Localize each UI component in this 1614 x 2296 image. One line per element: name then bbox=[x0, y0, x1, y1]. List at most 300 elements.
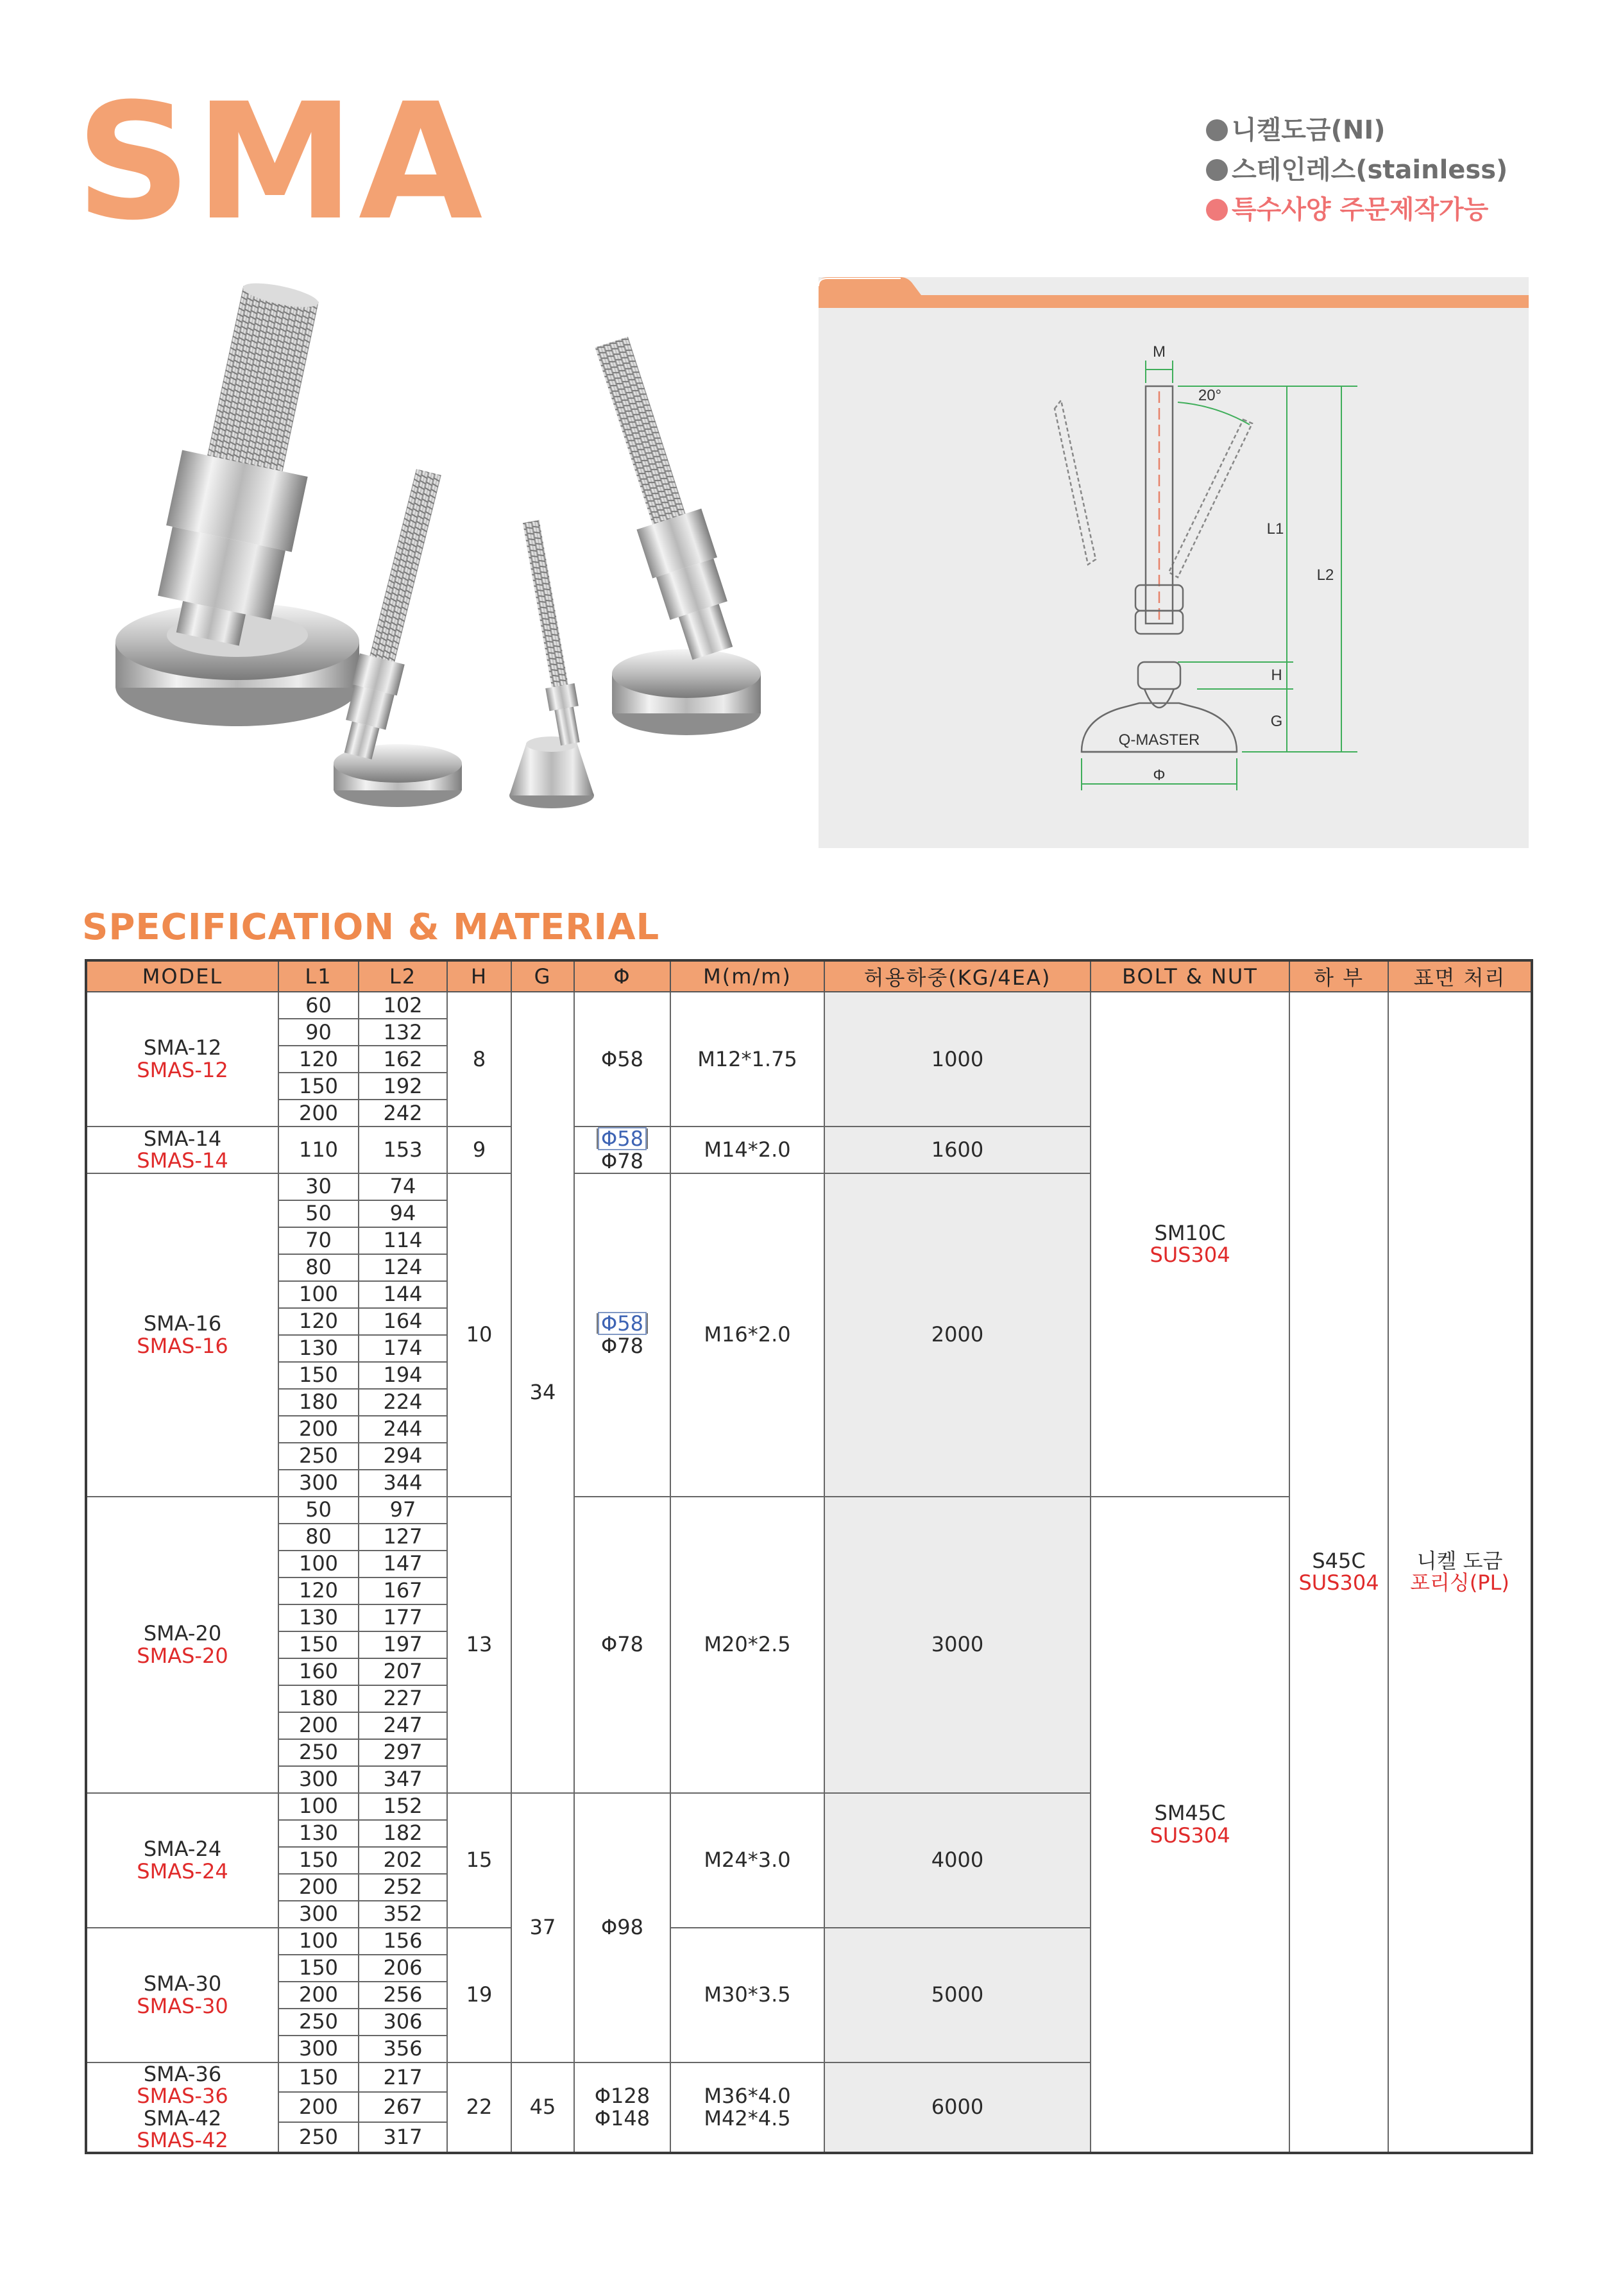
load-cell bbox=[824, 2062, 1091, 2153]
table-header-row bbox=[86, 960, 1532, 992]
bolt-material: SM45C bbox=[1154, 1801, 1226, 1826]
l1-value: 300 bbox=[298, 1767, 339, 1792]
l2-cell bbox=[359, 1901, 447, 1928]
large-leveler bbox=[115, 276, 359, 726]
model-name-2-stainless: SMAS-42 bbox=[137, 2128, 228, 2153]
l2-cell bbox=[359, 1631, 447, 1658]
l2-cell bbox=[359, 1820, 447, 1847]
l1-value: 150 bbox=[298, 1073, 339, 1098]
l2-cell bbox=[359, 1127, 447, 1173]
l2-value: 197 bbox=[383, 1632, 423, 1657]
l2-cell bbox=[359, 1604, 447, 1631]
load-value: 3000 bbox=[931, 1632, 984, 1657]
l2-value: 156 bbox=[383, 1928, 423, 1953]
model-name-stainless: SMAS-36 bbox=[137, 2084, 228, 2109]
model-cell bbox=[86, 1127, 278, 1173]
load-value: 2000 bbox=[931, 1322, 984, 1347]
l1-value: 100 bbox=[298, 1928, 339, 1953]
l2-cell bbox=[359, 1847, 447, 1874]
l1-cell bbox=[278, 1497, 359, 1524]
l2-cell bbox=[359, 1308, 447, 1335]
l2-cell bbox=[359, 1416, 447, 1443]
label-h: H bbox=[1271, 667, 1282, 684]
l1-value: 250 bbox=[298, 2009, 339, 2034]
header-base: 하 부 bbox=[1289, 960, 1388, 992]
l1-cell bbox=[278, 2009, 359, 2036]
bolt-material: SM10C bbox=[1154, 1220, 1226, 1245]
l1-value: 110 bbox=[298, 1137, 339, 1162]
thread-value: M12*1.75 bbox=[697, 1046, 797, 1071]
l1-value: 50 bbox=[305, 1497, 332, 1522]
l2-cell bbox=[359, 1200, 447, 1227]
l2-cell bbox=[359, 1335, 447, 1362]
l1-cell bbox=[278, 1335, 359, 1362]
l2-cell bbox=[359, 1685, 447, 1712]
l1-cell bbox=[278, 1901, 359, 1928]
model-name: SMA-12 bbox=[143, 1035, 222, 1060]
thread-value: M16*2.0 bbox=[704, 1322, 791, 1347]
header-bolt-nut: BOLT & NUT bbox=[1091, 960, 1289, 992]
base-material: S45C bbox=[1312, 1548, 1366, 1573]
l1-cell bbox=[278, 1820, 359, 1847]
l1-cell bbox=[278, 1604, 359, 1631]
model-cell bbox=[86, 1928, 278, 2062]
surface-finish: 니켈 도금 bbox=[1416, 1548, 1503, 1573]
model-cell bbox=[86, 1793, 278, 1928]
l1-cell bbox=[278, 1658, 359, 1685]
l2-cell bbox=[359, 1362, 447, 1389]
model-name-stainless: SMAS-24 bbox=[137, 1858, 228, 1884]
l2-cell bbox=[359, 2062, 447, 2093]
l2-cell bbox=[359, 1712, 447, 1739]
l2-value: 306 bbox=[383, 2009, 423, 2034]
medium-leveler bbox=[579, 332, 761, 735]
model-name-2: SMA-42 bbox=[143, 2105, 222, 2130]
phi-boxed-value: Φ58 bbox=[598, 1127, 647, 1150]
bullet-icon bbox=[1206, 199, 1228, 221]
l1-value: 130 bbox=[298, 1821, 339, 1846]
l1-value: 150 bbox=[298, 1363, 339, 1388]
l1-cell bbox=[278, 1019, 359, 1046]
l2-cell bbox=[359, 1281, 447, 1308]
l1-cell bbox=[278, 1308, 359, 1335]
l2-value: 152 bbox=[383, 1794, 423, 1819]
l1-cell bbox=[278, 1766, 359, 1793]
l1-value: 160 bbox=[298, 1659, 339, 1684]
l2-value: 114 bbox=[383, 1228, 423, 1253]
l1-cell bbox=[278, 1955, 359, 1982]
l2-value: 217 bbox=[383, 2064, 423, 2089]
l1-cell bbox=[278, 1631, 359, 1658]
l2-value: 317 bbox=[383, 2125, 423, 2150]
brand-label: Q-MASTER bbox=[1118, 731, 1200, 749]
l1-value: 200 bbox=[298, 1875, 339, 1900]
thread-cell bbox=[670, 2062, 824, 2153]
model-cell bbox=[86, 2062, 278, 2153]
model-name-stainless: SMAS-12 bbox=[137, 1058, 228, 1082]
header-l2: L2 bbox=[359, 960, 447, 992]
l1-cell bbox=[278, 1577, 359, 1604]
bullet-icon bbox=[1206, 159, 1228, 181]
thread-cell bbox=[670, 1928, 824, 2062]
table-row bbox=[86, 992, 1532, 1019]
bolt-material-stainless: SUS304 bbox=[1150, 1823, 1230, 1848]
finish-item-custom bbox=[1206, 190, 1508, 230]
l2-value: 207 bbox=[383, 1659, 423, 1684]
l1-cell bbox=[278, 1928, 359, 1955]
l2-value: 124 bbox=[383, 1255, 423, 1280]
l2-cell bbox=[359, 1577, 447, 1604]
header-model: MODEL bbox=[86, 960, 278, 992]
model-name: SMA-24 bbox=[143, 1837, 222, 1861]
header-g: G bbox=[511, 960, 574, 992]
label-g: G bbox=[1270, 713, 1283, 730]
g-cell bbox=[511, 1793, 574, 2062]
l2-value: 167 bbox=[383, 1578, 423, 1603]
l2-cell bbox=[359, 992, 447, 1019]
l1-cell bbox=[278, 1416, 359, 1443]
product-photo bbox=[115, 276, 776, 828]
finish-label: 스테인레스(stainless) bbox=[1232, 155, 1508, 185]
l1-value: 200 bbox=[298, 1416, 339, 1441]
model-name-stainless: SMAS-30 bbox=[137, 1993, 228, 2018]
model-name-stainless: SMAS-14 bbox=[137, 1148, 228, 1173]
thread-value-2: M42*4.5 bbox=[704, 2105, 791, 2130]
l1-cell bbox=[278, 1982, 359, 2009]
thread-cell bbox=[670, 1497, 824, 1793]
g-value: 37 bbox=[529, 1915, 556, 1940]
l1-cell bbox=[278, 1362, 359, 1389]
h-value: 22 bbox=[466, 2095, 493, 2120]
l2-value: 174 bbox=[383, 1336, 423, 1361]
l1-value: 150 bbox=[298, 1955, 339, 1980]
h-value: 15 bbox=[466, 1848, 493, 1873]
spec-table-body bbox=[86, 992, 1532, 2153]
thread-cell bbox=[670, 992, 824, 1127]
l1-value: 200 bbox=[298, 2095, 339, 2120]
l2-cell bbox=[359, 1955, 447, 1982]
l1-cell bbox=[278, 1227, 359, 1254]
h-cell bbox=[447, 1793, 511, 1928]
thread-value: M36*4.0 bbox=[704, 2084, 791, 2109]
h-cell bbox=[447, 992, 511, 1127]
h-value: 19 bbox=[466, 1982, 493, 2007]
l2-value: 102 bbox=[383, 992, 423, 1017]
l1-cell bbox=[278, 1281, 359, 1308]
l2-cell bbox=[359, 1874, 447, 1901]
load-cell bbox=[824, 1173, 1091, 1497]
l2-value: 94 bbox=[389, 1201, 416, 1226]
phi-value: Φ78 bbox=[601, 1632, 643, 1657]
g-cell bbox=[511, 2062, 574, 2153]
phi-value: Φ128 bbox=[594, 2084, 650, 2109]
l1-value: 130 bbox=[298, 1336, 339, 1361]
surface-cell bbox=[1388, 992, 1532, 2153]
h-cell bbox=[447, 1497, 511, 1793]
phi-cell bbox=[574, 2062, 670, 2153]
h-cell bbox=[447, 1928, 511, 2062]
l2-value: 74 bbox=[389, 1174, 416, 1199]
bolt-nut-cell bbox=[1091, 992, 1289, 1497]
l2-cell bbox=[359, 1928, 447, 1955]
l1-value: 300 bbox=[298, 1901, 339, 1926]
l1-value: 80 bbox=[305, 1524, 332, 1549]
l2-cell bbox=[359, 1766, 447, 1793]
l1-value: 300 bbox=[298, 2036, 339, 2061]
header-load: 허용하중(KG/4EA) bbox=[824, 960, 1091, 992]
g-value: 34 bbox=[529, 1380, 556, 1404]
l1-value: 250 bbox=[298, 1443, 339, 1468]
thread-cell bbox=[670, 1127, 824, 1173]
l2-cell bbox=[359, 1046, 447, 1073]
l1-cell bbox=[278, 1127, 359, 1173]
l1-cell bbox=[278, 1793, 359, 1820]
l2-cell bbox=[359, 1254, 447, 1281]
thread-value: M24*3.0 bbox=[704, 1848, 791, 1873]
l1-value: 200 bbox=[298, 1713, 339, 1738]
l2-value: 182 bbox=[383, 1821, 423, 1846]
phi-cell bbox=[574, 992, 670, 1127]
h-cell bbox=[447, 1173, 511, 1497]
l2-cell bbox=[359, 2122, 447, 2153]
l1-value: 180 bbox=[298, 1686, 339, 1711]
l1-value: 250 bbox=[298, 1740, 339, 1765]
l1-cell bbox=[278, 1524, 359, 1551]
load-value: 5000 bbox=[931, 1982, 984, 2007]
l1-value: 30 bbox=[305, 1174, 332, 1199]
finish-label: 특수사양 주문제작가능 bbox=[1232, 195, 1489, 225]
header-l1: L1 bbox=[278, 960, 359, 992]
label-l1: L1 bbox=[1266, 520, 1284, 538]
l1-value: 120 bbox=[298, 1578, 339, 1603]
l1-value: 150 bbox=[298, 2064, 339, 2089]
l2-value: 206 bbox=[383, 1955, 423, 1980]
small-leveler-2 bbox=[509, 519, 594, 808]
h-value: 10 bbox=[466, 1322, 493, 1347]
finish-item-nickel bbox=[1206, 110, 1508, 150]
load-cell bbox=[824, 992, 1091, 1127]
l2-value: 352 bbox=[383, 1901, 423, 1926]
l2-cell bbox=[359, 1982, 447, 2009]
l1-value: 150 bbox=[298, 1632, 339, 1657]
l2-cell bbox=[359, 2036, 447, 2062]
l2-cell bbox=[359, 1470, 447, 1497]
l2-cell bbox=[359, 1389, 447, 1416]
finish-options bbox=[1206, 110, 1508, 230]
l1-value: 100 bbox=[298, 1794, 339, 1819]
l2-value: 256 bbox=[383, 1982, 423, 2007]
bolt-nut-cell bbox=[1091, 1497, 1289, 2153]
l2-value: 227 bbox=[383, 1686, 423, 1711]
l2-value: 294 bbox=[383, 1443, 423, 1468]
l2-value: 247 bbox=[383, 1713, 423, 1738]
l2-cell bbox=[359, 2009, 447, 2036]
thread-value: M14*2.0 bbox=[704, 1137, 791, 1162]
model-cell bbox=[86, 992, 278, 1127]
l1-cell bbox=[278, 1847, 359, 1874]
bullet-icon bbox=[1206, 119, 1228, 141]
l2-value: 297 bbox=[383, 1740, 423, 1765]
l2-value: 347 bbox=[383, 1767, 423, 1792]
l2-cell bbox=[359, 2092, 447, 2122]
l1-value: 50 bbox=[305, 1201, 332, 1226]
phi-cell bbox=[574, 1127, 670, 1173]
spec-table bbox=[85, 959, 1533, 2154]
l1-cell bbox=[278, 1712, 359, 1739]
l1-cell bbox=[278, 2036, 359, 2062]
h-value: 8 bbox=[472, 1046, 486, 1071]
g-cell bbox=[511, 992, 574, 1793]
l1-cell bbox=[278, 1254, 359, 1281]
load-cell bbox=[824, 1497, 1091, 1793]
l2-value: 127 bbox=[383, 1524, 423, 1549]
l2-value: 242 bbox=[383, 1100, 423, 1125]
l2-value: 252 bbox=[383, 1875, 423, 1900]
thread-cell bbox=[670, 1793, 824, 1928]
l1-cell bbox=[278, 1073, 359, 1100]
thread-cell bbox=[670, 1173, 824, 1497]
l1-cell bbox=[278, 1443, 359, 1470]
l1-value: 120 bbox=[298, 1309, 339, 1334]
l2-value: 267 bbox=[383, 2095, 423, 2120]
h-value: 13 bbox=[466, 1632, 493, 1657]
l2-cell bbox=[359, 1658, 447, 1685]
l1-cell bbox=[278, 1874, 359, 1901]
thread-value: M20*2.5 bbox=[704, 1632, 791, 1657]
phi-value: Φ78 bbox=[601, 1149, 643, 1173]
g-value: 45 bbox=[529, 2095, 556, 2120]
phi-value: Φ78 bbox=[601, 1334, 643, 1359]
l1-cell bbox=[278, 1739, 359, 1766]
l2-cell bbox=[359, 1173, 447, 1200]
l1-value: 130 bbox=[298, 1605, 339, 1630]
l2-cell bbox=[359, 1497, 447, 1524]
l2-cell bbox=[359, 1524, 447, 1551]
l2-value: 244 bbox=[383, 1416, 423, 1441]
l2-value: 356 bbox=[383, 2036, 423, 2061]
l1-cell bbox=[278, 1046, 359, 1073]
label-phi: Φ bbox=[1153, 767, 1166, 784]
l1-cell bbox=[278, 1685, 359, 1712]
l1-value: 100 bbox=[298, 1282, 339, 1307]
l1-cell bbox=[278, 992, 359, 1019]
model-name: SMA-36 bbox=[143, 2061, 222, 2086]
l2-value: 162 bbox=[383, 1046, 423, 1071]
header-phi: Φ bbox=[574, 960, 670, 992]
l1-value: 200 bbox=[298, 1982, 339, 2007]
l1-value: 180 bbox=[298, 1390, 339, 1415]
l1-cell bbox=[278, 1200, 359, 1227]
label-m: M bbox=[1153, 343, 1166, 361]
l1-value: 300 bbox=[298, 1470, 339, 1495]
l1-cell bbox=[278, 1389, 359, 1416]
section-title: SPECIFICATION & MATERIAL bbox=[82, 906, 660, 948]
l1-value: 200 bbox=[298, 1100, 339, 1125]
l2-value: 194 bbox=[383, 1363, 423, 1388]
label-angle: 20° bbox=[1198, 387, 1222, 404]
header-h: H bbox=[447, 960, 511, 992]
l2-cell bbox=[359, 1443, 447, 1470]
l2-value: 144 bbox=[383, 1282, 423, 1307]
l1-cell bbox=[278, 1100, 359, 1127]
l1-cell bbox=[278, 1470, 359, 1497]
finish-item-stainless bbox=[1206, 150, 1508, 190]
phi-cell bbox=[574, 1793, 670, 2062]
l2-value: 153 bbox=[383, 1137, 423, 1162]
l2-value: 177 bbox=[383, 1605, 423, 1630]
l2-cell bbox=[359, 1100, 447, 1127]
load-value: 4000 bbox=[931, 1848, 984, 1873]
model-name: SMA-14 bbox=[143, 1126, 222, 1151]
l2-value: 132 bbox=[383, 1019, 423, 1044]
load-cell bbox=[824, 1793, 1091, 1928]
h-value: 9 bbox=[472, 1137, 486, 1162]
l2-value: 164 bbox=[383, 1309, 423, 1334]
l2-cell bbox=[359, 1551, 447, 1577]
l2-value: 97 bbox=[389, 1497, 416, 1522]
load-cell bbox=[824, 1928, 1091, 2062]
l1-value: 150 bbox=[298, 1848, 339, 1873]
label-l2: L2 bbox=[1316, 566, 1334, 584]
l1-cell bbox=[278, 1551, 359, 1577]
l1-value: 60 bbox=[305, 992, 332, 1017]
thread-value: M30*3.5 bbox=[704, 1982, 791, 2007]
l1-cell bbox=[278, 1173, 359, 1200]
model-name-stainless: SMAS-16 bbox=[137, 1333, 228, 1358]
l1-value: 120 bbox=[298, 1046, 339, 1071]
base-material-stainless: SUS304 bbox=[1298, 1570, 1379, 1595]
model-cell bbox=[86, 1497, 278, 1793]
model-name: SMA-16 bbox=[143, 1311, 222, 1336]
l1-value: 70 bbox=[305, 1228, 332, 1253]
l1-cell bbox=[278, 2062, 359, 2093]
header-surface: 표면 처리 bbox=[1388, 960, 1532, 992]
l2-value: 344 bbox=[383, 1470, 423, 1495]
model-name-stainless: SMAS-20 bbox=[137, 1643, 228, 1668]
header-thread: M(m/m) bbox=[670, 960, 824, 992]
load-cell bbox=[824, 1127, 1091, 1173]
l2-cell bbox=[359, 1739, 447, 1766]
l2-cell bbox=[359, 1227, 447, 1254]
l1-cell bbox=[278, 2122, 359, 2153]
page-title: SMA bbox=[76, 69, 487, 255]
h-cell bbox=[447, 1127, 511, 1173]
bolt-material-stainless: SUS304 bbox=[1150, 1243, 1230, 1268]
surface-finish-stainless: 포리싱(PL) bbox=[1410, 1570, 1509, 1595]
model-name: SMA-20 bbox=[143, 1621, 222, 1645]
l1-cell bbox=[278, 2092, 359, 2122]
l2-cell bbox=[359, 1073, 447, 1100]
model-name: SMA-30 bbox=[143, 1971, 222, 1996]
l2-value: 202 bbox=[383, 1848, 423, 1873]
l2-value: 192 bbox=[383, 1073, 423, 1098]
l2-value: 147 bbox=[383, 1551, 423, 1576]
l1-value: 250 bbox=[298, 2125, 339, 2150]
h-cell bbox=[447, 2062, 511, 2153]
l1-value: 90 bbox=[305, 1019, 332, 1044]
l2-value: 224 bbox=[383, 1390, 423, 1415]
phi-value-2: Φ148 bbox=[594, 2105, 650, 2130]
load-value: 1000 bbox=[931, 1046, 984, 1071]
load-value: 1600 bbox=[931, 1137, 984, 1162]
load-value: 6000 bbox=[931, 2095, 984, 2120]
phi-value: Φ98 bbox=[601, 1915, 643, 1940]
l2-cell bbox=[359, 1793, 447, 1820]
phi-cell bbox=[574, 1173, 670, 1497]
base-cell bbox=[1289, 992, 1388, 2153]
dimension-diagram bbox=[819, 277, 1529, 848]
l2-cell bbox=[359, 1019, 447, 1046]
